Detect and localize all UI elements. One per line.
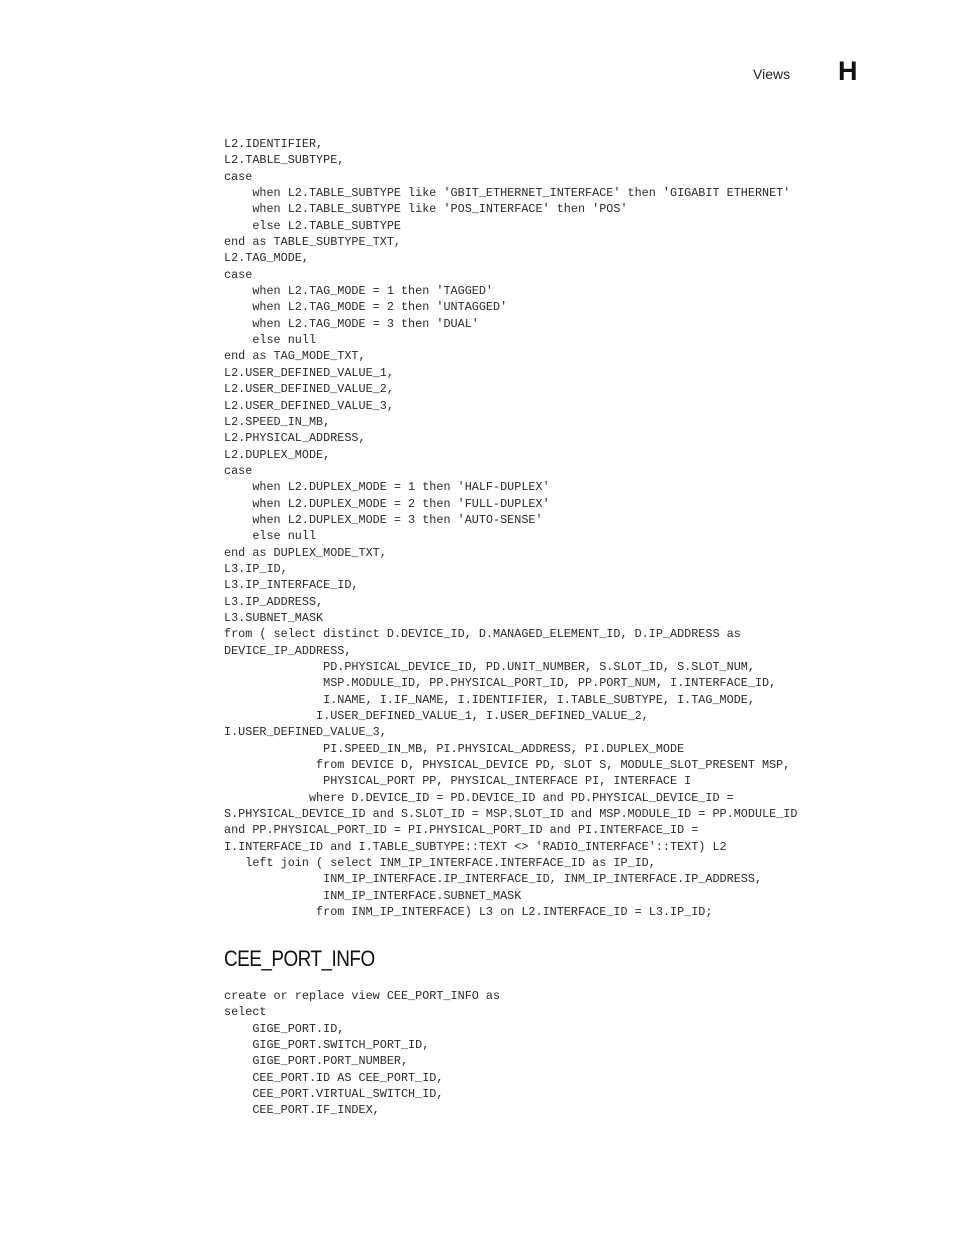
code-line: from ( select distinct D.DEVICE_ID, D.MANAGED_ELEMENT_ID, D.IP_ADDRESS as: [224, 627, 741, 642]
sql-code-block-cee-port-info: [224, 988, 500, 1119]
code-line: L2.DUPLEX_MODE,: [224, 447, 331, 462]
code-line: case: [224, 267, 253, 282]
code-line: PD.PHYSICAL_DEVICE_ID, PD.UNIT_NUMBER, S.SLOT_ID, S.SLOT_NUM,: [224, 660, 755, 674]
code-line: CEE_PORT.ID AS CEE_PORT_ID,: [224, 1070, 444, 1085]
code-line: case: [224, 463, 253, 478]
header-section-label: Views: [753, 66, 791, 82]
code-line: when L2.TAG_MODE = 3 then 'DUAL': [224, 316, 479, 331]
code-line: from INM_IP_INTERFACE) L3 on L2.INTERFACE_ID = L3.IP_ID;: [224, 905, 713, 920]
code-line: S.PHYSICAL_DEVICE_ID and S.SLOT_ID = MSP.SLOT_ID and MSP.MODULE_ID = PP.MODULE_ID: [224, 807, 798, 822]
code-line: L2.SPEED_IN_MB,: [224, 414, 331, 429]
code-line: create or replace view CEE_PORT_INFO as: [224, 989, 501, 1003]
code-line: PHYSICAL_PORT PP, PHYSICAL_INTERFACE PI, INTERFACE I: [224, 774, 692, 789]
code-line: L2.USER_DEFINED_VALUE_2,: [224, 382, 394, 397]
code-line: when L2.TAG_MODE = 1 then 'TAGGED': [224, 284, 494, 299]
code-line: case: [224, 169, 253, 184]
sql-code-block-l2-l3: [224, 136, 797, 921]
code-line: when L2.DUPLEX_MODE = 1 then 'HALF-DUPLEX': [224, 480, 550, 495]
code-line: left join ( select INM_IP_INTERFACE.INTERFACE_ID as IP_ID,: [224, 856, 656, 871]
code-line: L2.TABLE_SUBTYPE,: [224, 153, 345, 168]
code-line: L3.IP_ID,: [224, 561, 288, 576]
code-line: select: [224, 1005, 267, 1020]
code-line: L2.USER_DEFINED_VALUE_3,: [224, 398, 394, 413]
code-line: PI.SPEED_IN_MB, PI.PHYSICAL_ADDRESS, PI.DUPLEX_MODE: [224, 741, 685, 756]
code-line: where D.DEVICE_ID = PD.DEVICE_ID and PD.PHYSICAL_DEVICE_ID =: [224, 790, 734, 805]
code-line: GIGE_PORT.PORT_NUMBER,: [224, 1054, 409, 1069]
code-line: else L2.TABLE_SUBTYPE: [224, 218, 401, 233]
code-line: GIGE_PORT.ID,: [224, 1021, 345, 1036]
code-line: I.NAME, I.IF_NAME, I.IDENTIFIER, I.TABLE_SUBTYPE, I.TAG_MODE,: [224, 692, 755, 707]
code-line: I.USER_DEFINED_VALUE_3,: [224, 725, 387, 740]
code-line: else null: [224, 333, 317, 348]
code-line: GIGE_PORT.SWITCH_PORT_ID,: [224, 1038, 430, 1053]
code-line: L2.IDENTIFIER,: [224, 137, 324, 151]
code-line: and PP.PHYSICAL_PORT_ID = PI.PHYSICAL_PORT_ID and PI.INTERFACE_ID =: [224, 823, 699, 838]
code-line: L3.IP_ADDRESS,: [224, 594, 324, 609]
code-line: L2.USER_DEFINED_VALUE_1,: [224, 365, 394, 380]
page-header: [0, 0, 954, 100]
code-line: DEVICE_IP_ADDRESS,: [224, 643, 352, 658]
code-line: I.USER_DEFINED_VALUE_1, I.USER_DEFINED_VALUE_2,: [224, 709, 649, 724]
code-line: end as TABLE_SUBTYPE_TXT,: [224, 235, 401, 250]
code-line: I.INTERFACE_ID and I.TABLE_SUBTYPE::TEXT <> 'RADIO_INTERFACE'::TEXT) L2: [224, 839, 727, 854]
code-line: CEE_PORT.IF_INDEX,: [224, 1103, 380, 1118]
code-line: when L2.TABLE_SUBTYPE like 'GBIT_ETHERNET_INTERFACE' then 'GIGABIT ETHERNET': [224, 186, 791, 201]
section-title-cee-port-info: CEE_PORT_INFO: [224, 946, 375, 971]
code-line: when L2.DUPLEX_MODE = 2 then 'FULL-DUPLEX': [224, 496, 550, 511]
code-line: MSP.MODULE_ID, PP.PHYSICAL_PORT_ID, PP.PORT_NUM, I.INTERFACE_ID,: [224, 676, 777, 691]
code-line: when L2.DUPLEX_MODE = 3 then 'AUTO-SENSE': [224, 512, 543, 527]
code-line: else null: [224, 529, 317, 544]
code-line: from DEVICE D, PHYSICAL_DEVICE PD, SLOT S, MODULE_SLOT_PRESENT MSP,: [224, 758, 791, 773]
code-line: L2.TAG_MODE,: [224, 251, 309, 266]
code-line: INM_IP_INTERFACE.SUBNET_MASK: [224, 888, 522, 903]
code-line: when L2.TAG_MODE = 2 then 'UNTAGGED': [224, 300, 508, 315]
code-line: end as TAG_MODE_TXT,: [224, 349, 366, 364]
code-line: L3.SUBNET_MASK: [224, 610, 324, 625]
code-line: CEE_PORT.VIRTUAL_SWITCH_ID,: [224, 1087, 444, 1102]
code-line: L3.IP_INTERFACE_ID,: [224, 578, 359, 593]
code-line: when L2.TABLE_SUBTYPE like 'POS_INTERFACE' then 'POS': [224, 202, 628, 217]
code-line: L2.PHYSICAL_ADDRESS,: [224, 431, 366, 446]
code-line: INM_IP_INTERFACE.IP_INTERFACE_ID, INM_IP_INTERFACE.IP_ADDRESS,: [224, 872, 763, 887]
code-line: end as DUPLEX_MODE_TXT,: [224, 545, 387, 560]
header-chapter-letter: H: [838, 56, 858, 86]
